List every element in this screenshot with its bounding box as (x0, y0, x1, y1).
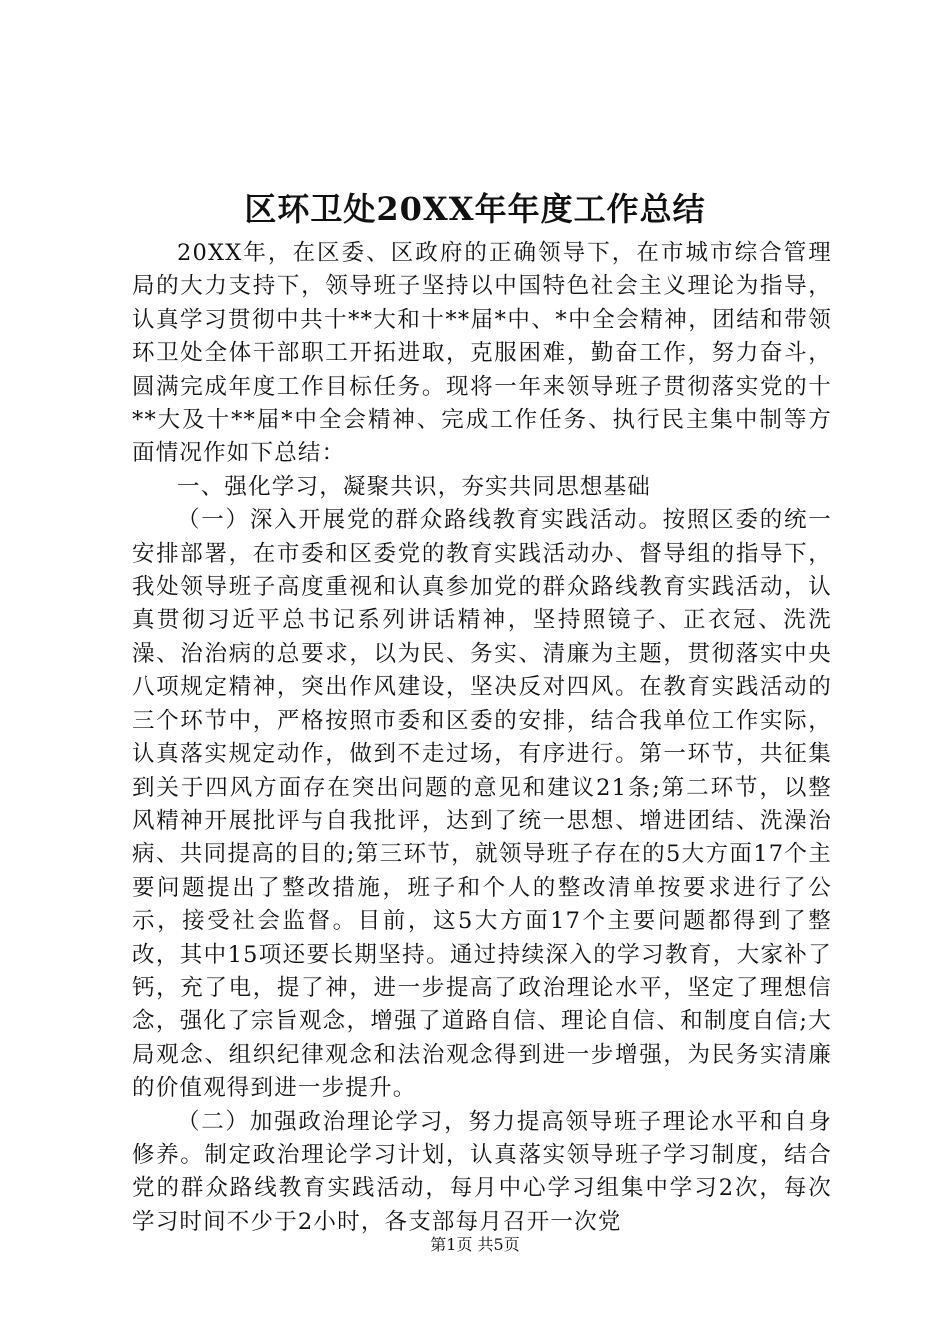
section-heading: 一、强化学习，凝聚共识，夯实共同思想基础 (177, 473, 652, 500)
body-paragraph: （一）深入开展党的群众路线教育实践活动。按照区委的统一安排部署，在市委和区委党的教育实践活动办、督导组的指导下，我处领导班子高度重视和认真参加党的群众路线教育实践活动，认真贯彻习近平总书记系列讲话精神，坚持照镜子、正衣冠、洗洗澡、治治病的总要求，以为民、务实、清廉为主题，贯彻落实中央八项规定精神，突出作风建设，坚决反对四风。在教育实践活动的三个环节中，严格按照市委和区委的安排，结合我单位工作实际，认真落实规定动作，做到不走过场，有序进行。第一环节，共征集到关于四风方面存在突出问题的意见和建议21条;第二环节，以整风精神开展批评与自我批评，达到了统一思想、增进团结、洗澡治病、共同提高的目的;第三环节，就领导班子存在的5大方面17个主要问题提出了整改措施，班子和个人的整改清单按要求进行了公示，接受社会监督。目前，这5大方面17个主要问题都得到了整改，其中15项还要长期坚持。通过持续深入的学习教育，大家补了钙，充了电，提了神，进一步提高了政治理论水平，坚定了理想信念，强化了宗旨观念，增强了道路自信、理论自信、和制度自信;大局观念、组织纪律观念和法治观念得到进一步增强，为民务实清廉的价值观得到进一步提升。 (132, 507, 832, 1102)
intro-paragraph: 20XX年，在区委、区政府的正确领导下，在市城市综合管理局的大力支持下，领导班子坚持以中国特色社会主义理论为指导，认真学习贯彻中共十**大和十**届*中、*中全会精神，团结和带领环卫处全体干部职工开拓进取，克服困难，勤奋工作，努力奋斗，圆满完成年度工作目标任务。现将一年来领导班子贯彻落实党的十**大及十**届*中全会精神、完成工作任务、执行民主集中制等方面情况作如下总结： (132, 240, 832, 467)
document-title: 区环卫处20XX年年度工作总结 (244, 190, 706, 228)
document-body (132, 237, 832, 1239)
body-paragraph: （二）加强政治理论学习，努力提高领导班子理论水平和自身修养。制定政治理论学习计划，认真落实领导班子学习制度，结合党的群众路线教育实践活动，每月中心学习组集中学习2次，每次学习时间不少于2小时，各支部每月召开一次党 (132, 1108, 832, 1235)
page-number-footer: 第1页 共5页 (430, 1235, 520, 1254)
